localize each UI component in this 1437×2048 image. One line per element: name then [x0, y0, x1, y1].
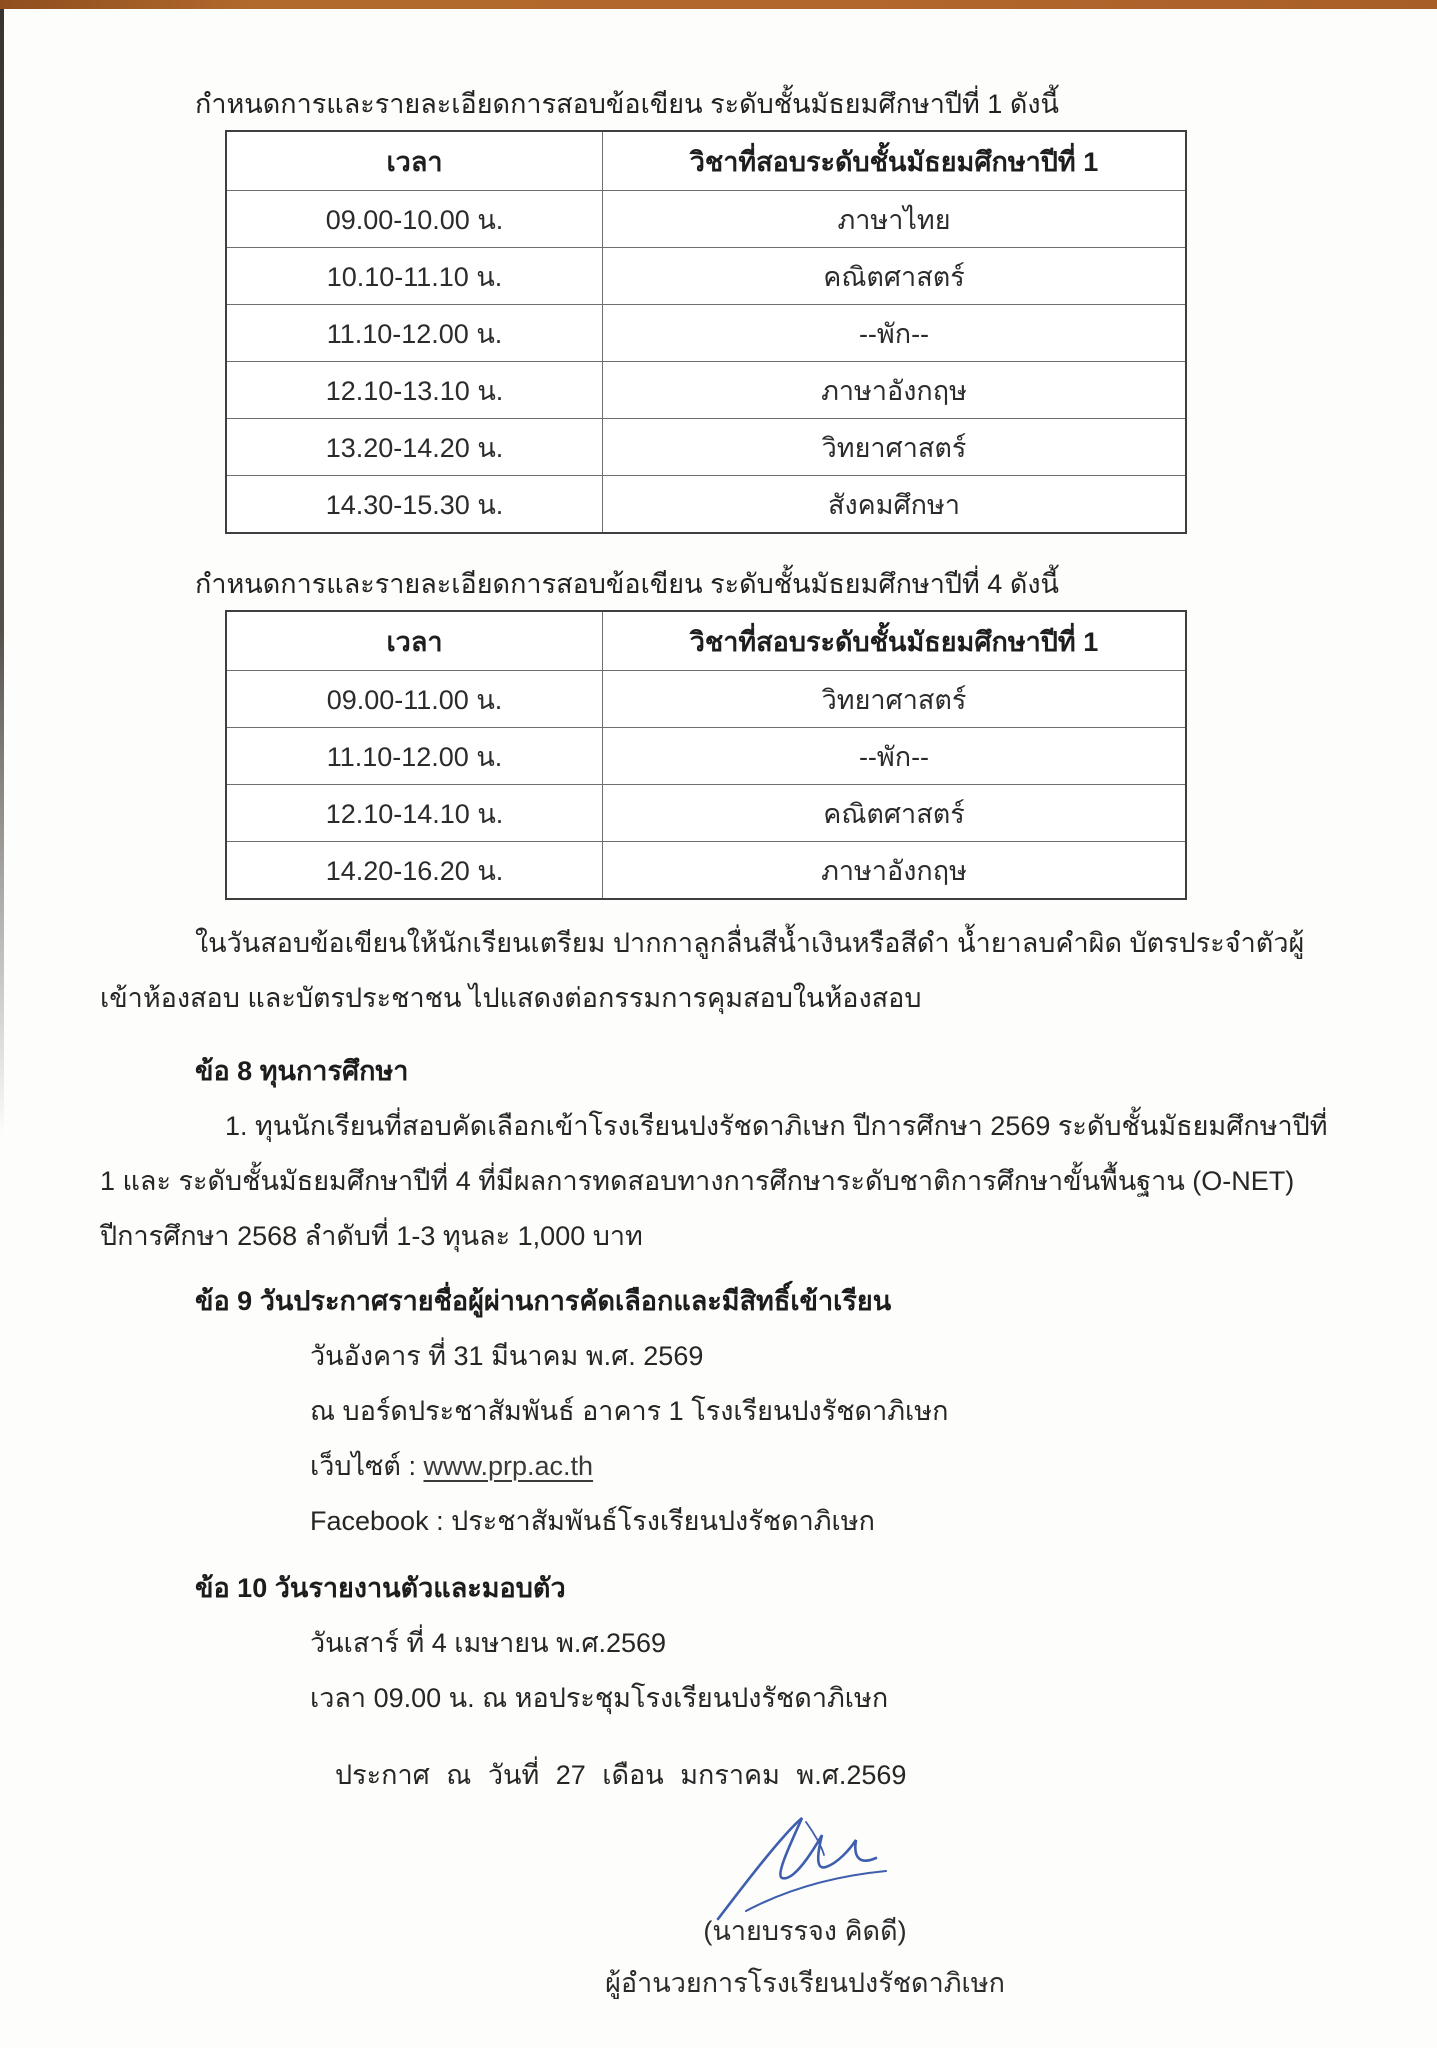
signatory-name: (นายบรรจง คิดดี): [703, 1916, 907, 1946]
time-cell: 11.10-12.00 น.: [226, 728, 603, 785]
table-header-row: [226, 611, 1186, 671]
section8-line1: 1. ทุนนักเรียนที่สอบคัดเลือกเข้าโรงเรียนปงรัชดาภิเษก ปีการศึกษา 2569 ระดับชั้นมัธยมศึกษาปีที่: [225, 1111, 1328, 1141]
table-row: [226, 362, 1186, 419]
m4-exam-schedule-table: [225, 610, 1187, 900]
exam-note-line2: เข้าห้องสอบ และบัตรประชาชน ไปแสดงต่อกรรมการคุมสอบในห้องสอบ: [100, 983, 922, 1013]
section9-website-line: [310, 1439, 1377, 1494]
section10-date: วันเสาร์ ที่ 4 เมษายน พ.ศ.2569: [310, 1628, 667, 1658]
subject-cell: ภาษาอังกฤษ: [603, 362, 1187, 419]
table-header-row: [226, 131, 1186, 191]
time-cell: 10.10-11.10 น.: [226, 248, 603, 305]
subject-column-header: วิชาที่สอบระดับชั้นมัธยมศึกษาปีที่ 1: [603, 611, 1187, 671]
subject-cell: --พัก--: [603, 305, 1187, 362]
signature-block: [595, 1813, 1015, 2009]
section8-line2: 1 และ ระดับชั้นมัธยมศึกษาปีที่ 4 ที่มีผลการทดสอบทางการศึกษาระดับชาติการศึกษาขั้นพื้นฐาน (O-NET): [100, 1166, 1295, 1196]
m1-schedule-heading: กำหนดการและรายละเอียดการสอบข้อเขียน ระดับชั้นมัธยมศึกษาปีที่ 1 ดังนี้: [195, 89, 1059, 119]
time-column-header: เวลา: [226, 611, 603, 671]
time-column-header: เวลา: [226, 131, 603, 191]
m4-schedule-heading: กำหนดการและรายละเอียดการสอบข้อเขียน ระดับชั้นมัธยมศึกษาปีที่ 4 ดังนี้: [195, 569, 1059, 599]
table-row: [226, 842, 1186, 900]
time-cell: 11.10-12.00 น.: [226, 305, 603, 362]
table-row: [226, 671, 1186, 728]
subject-cell: วิทยาศาสตร์: [603, 671, 1187, 728]
website-link[interactable]: www.prp.ac.th: [423, 1451, 594, 1481]
subject-cell: --พัก--: [603, 728, 1187, 785]
section9-heading: ข้อ 9 วันประกาศรายชื่อผู้ผ่านการคัดเลือกและมีสิทธิ์เข้าเรียน: [195, 1286, 892, 1316]
section10-time-place: เวลา 09.00 น. ณ หอประชุมโรงเรียนปงรัชดาภิเษก: [310, 1683, 889, 1713]
time-cell: 09.00-11.00 น.: [226, 671, 603, 728]
table-row: [226, 785, 1186, 842]
subject-cell: สังคมศึกษา: [603, 476, 1187, 534]
time-cell: 14.20-16.20 น.: [226, 842, 603, 900]
exam-note-line1: ในวันสอบข้อเขียนให้นักเรียนเตรียม ปากกาลูกลื่นสีน้ำเงินหรือสีดำ น้ำยาลบคำผิด บัตรประจำตัวผู้: [195, 928, 1305, 958]
m1-exam-schedule-table: [225, 130, 1187, 534]
time-cell: 12.10-14.10 น.: [226, 785, 603, 842]
table-row: [226, 419, 1186, 476]
time-cell: 12.10-13.10 น.: [226, 362, 603, 419]
section9-facebook-line: Facebook : ประชาสัมพันธ์โรงเรียนปงรัชดาภิเษก: [310, 1506, 875, 1536]
section9-place: ณ บอร์ดประชาสัมพันธ์ อาคาร 1 โรงเรียนปงรัชดาภิเษก: [310, 1396, 949, 1426]
table-row: [226, 248, 1186, 305]
subject-column-header: วิชาที่สอบระดับชั้นมัธยมศึกษาปีที่ 1: [603, 131, 1187, 191]
exam-day-note: [100, 916, 1377, 1026]
subject-cell: คณิตศาสตร์: [603, 248, 1187, 305]
table-row: [226, 728, 1186, 785]
section8-heading: ข้อ 8 ทุนการศึกษา: [195, 1056, 409, 1086]
table-row: [226, 305, 1186, 362]
announcement-date-line: ประกาศ ณ วันที่ 27 เดือน มกราคม พ.ศ.2569: [335, 1760, 907, 1790]
signatory-title: ผู้อำนวยการโรงเรียนปงรัชดาภิเษก: [605, 1968, 1005, 1998]
section9-date: วันอังคาร ที่ 31 มีนาคม พ.ศ. 2569: [310, 1341, 704, 1371]
table-row: [226, 476, 1186, 534]
subject-cell: คณิตศาสตร์: [603, 785, 1187, 842]
website-label: เว็บไซต์ :: [310, 1451, 424, 1481]
subject-cell: ภาษาไทย: [603, 191, 1187, 248]
time-cell: 14.30-15.30 น.: [226, 476, 603, 534]
section8-line3: ปีการศึกษา 2568 ลำดับที่ 1-3 ทุนละ 1,000 บาท: [100, 1221, 643, 1251]
subject-cell: วิทยาศาสตร์: [603, 419, 1187, 476]
table-row: [226, 191, 1186, 248]
section10-heading: ข้อ 10 วันรายงานตัวและมอบตัว: [195, 1573, 566, 1603]
time-cell: 13.20-14.20 น.: [226, 419, 603, 476]
subject-cell: ภาษาอังกฤษ: [603, 842, 1187, 900]
time-cell: 09.00-10.00 น.: [226, 191, 603, 248]
